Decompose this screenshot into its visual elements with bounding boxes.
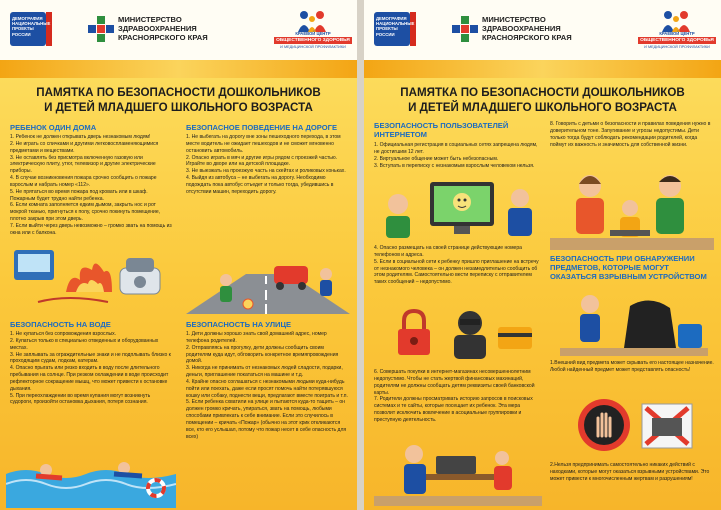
home-item: 2. Не играть со спичками и другими легковоспламеняющимися предметами и веществами.	[10, 140, 159, 154]
family-laptop-icon	[550, 164, 714, 250]
health-center-logo	[274, 10, 352, 54]
fire-safety-icon	[8, 232, 178, 312]
road-item: 1. Не выбегать на дорогу вне зоны пешеходного перехода, в этом месте водитель не ожидает пешеходов и не сможет мгновенно остановить автомобиль.	[186, 134, 341, 154]
header	[0, 0, 357, 60]
decorative-band	[0, 60, 357, 78]
street-item: 2. Отправляясь на прогулку, дети должны сообщить своим родителям куда идут, обговорить конкретное времяпровождения домой.	[186, 344, 339, 365]
street-section-text	[186, 331, 350, 508]
family-icon	[658, 10, 694, 32]
road-item: 2. Опасно играть в мяч и другие игры рядом с проезжей частью. Играйте во дворе или на детской площадке.	[186, 154, 338, 168]
np-line3: ПРОЕКТЫ	[376, 26, 398, 32]
hacker-icon	[374, 305, 542, 365]
water-item: 1. Не купаться без сопровождения взрослых.	[10, 331, 117, 337]
ministry-line3: КРАСНОЯРСКОГО КРАЯ	[482, 32, 572, 42]
road-item: 4. Выйдя из автобуса – не выбегать на дорогу. Необходимо подождать пока автобус отъедет и только тогда, убедившись в отсутствии машин, переходить дорогу.	[186, 175, 334, 195]
ministry-icon	[452, 16, 478, 42]
title-line1: ПАМЯТКА ПО БЕЗОПАСНОСТИ ДОШКОЛЬНИКОВ	[400, 86, 685, 99]
center-line2: ОБЩЕСТВЕННОГО ЗДОРОВЬЯ	[638, 37, 716, 44]
ministry-line3: КРАСНОЯРСКОГО КРАЯ	[118, 32, 208, 42]
water-item: 4. Опасно прыгать или резко входить в воду после длительного пребывания на солнце. При резком охлаждении в воде происходит рефлекторное сокращение мышц, что может привести к остановке дыхания.	[10, 365, 169, 392]
stranger-online-icon	[374, 178, 542, 242]
road-section-text	[186, 134, 350, 246]
internet-item: 1. Официальная регистрация в социальных сетях запрещена людям, не достигшим 12 лет.	[374, 142, 538, 155]
np-line4: РОССИИ	[12, 31, 31, 37]
street-item: 1. Дети должны хорошо знать свой домашний адрес, номер телефона родителей.	[186, 331, 327, 344]
home-item: 1. Ребенок не должен открывать дверь незнакомым людям!	[10, 134, 151, 140]
ministry-line2: ЗДРАВООХРАНЕНИЯ	[482, 23, 561, 33]
center-line2: ОБЩЕСТВЕННОГО ЗДОРОВЬЯ	[274, 37, 352, 44]
ministry-line1: МИНИСТЕРСТВО	[482, 15, 546, 24]
explosive-item-1: 1.Внешний вид предмета может скрывать его настоящее назначение. Любой найденный предмет может представлять опасность!	[550, 360, 714, 373]
parent-child-icon	[374, 434, 542, 506]
street-item: 3. Никогда не принимать от незнакомых людей сладости, подарки, деньги, приглашение покататься на машине и т.д.	[186, 365, 343, 379]
ministry-line1: МИНИСТЕРСТВО	[118, 15, 182, 24]
np-line2: НАЦИОНАЛЬНЫЕ	[376, 21, 415, 27]
internet-item: 4. Опасно размещать на своей странице действующие номера телефонов и адреса.	[374, 245, 522, 258]
water-illustration	[6, 448, 176, 508]
np-line4: РОССИИ	[376, 31, 395, 37]
road-scene-icon	[186, 244, 350, 316]
health-center-logo	[638, 10, 716, 54]
internet-item-8: 8. Говорить с детьми о безопасности и правилах поведения нужно в доверительном тоне. Запугивание и угрозы недопустимы. Дети только тогда будут соблюдать рекомендации родителей, когда поймут их важность и значимость для собственной жизни.	[550, 121, 711, 148]
home-section-title: РЕБЕНОК ОДИН ДОМА	[10, 123, 97, 132]
internet-section-title: БЕЗОПАСНОСТЬ ПОЛЬЗОВАТЕЛЕЙ ИНТЕРНЕТОМ	[374, 121, 509, 139]
fire-safety-illustration	[8, 232, 178, 312]
home-item: 4. В случае возникновения пожара срочно сообщить о пожаре взрослым и набрать номер «112».	[10, 175, 157, 188]
ministry-name	[118, 16, 268, 42]
stop-hand-icon	[574, 392, 700, 458]
hacker-illustration	[374, 305, 542, 365]
internet-item: 2. Виртуальное общение может быть небезопасным.	[374, 155, 499, 162]
internet-item: 5. Если в социальной сети к ребенку пришло приглашение на встречу от незнакомого человека – он должен незамедлительно сообщить об этом родителям. Самостоятельно вести переписку с отправителем таких сообщений – недопустимо.	[374, 258, 539, 286]
center-line3: И МЕДИЦИНСКОЙ ПРОФИЛАКТИКИ	[280, 45, 346, 49]
water-item: 3. Не заплывать за ограждительные знаки и не подплывать близко к проходящим судам, лодкам, катерам.	[10, 351, 171, 365]
water-item: 2. Купаться только в специально отведенных и оборудованных местах.	[10, 337, 159, 351]
explosive-item-2: 2.Нельзя предпринимать самостоятельно никаких действий с находками, которые могут оказаться взрывными устройствами. Это может привести к многочисленным жертвам и разрушениям!	[550, 462, 710, 482]
sheet-divider	[357, 0, 364, 510]
page-title	[20, 86, 337, 115]
road-illustration	[186, 244, 350, 316]
page-title	[384, 86, 701, 115]
road-section-title: БЕЗОПАСНОЕ ПОВЕДЕНИЕ НА ДОРОГЕ	[186, 123, 338, 132]
left-sheet	[0, 0, 357, 510]
water-section-title: БЕЗОПАСНОСТЬ НА ВОДЕ	[10, 320, 111, 329]
national-projects-logo	[374, 12, 444, 48]
ministry-icon	[88, 16, 114, 42]
national-projects-text	[12, 16, 56, 37]
np-line2: НАЦИОНАЛЬНЫЕ	[12, 21, 51, 27]
street-item: 5. Если ребенка схватили на улице и пытаются куда-то тащить – он должен громко кричать, упираться, звать на помощь, любыми способами привлекать к себе внимание. Если это случилось в помещении – кричать «Пожар» (обычно на этот крик откликаются все, кто его услышал, потому что пожар несет в себе опасность для всех)	[186, 399, 347, 440]
home-item: 5. Не прятаться во время пожара под кровать или в шкаф. Пожарным будет трудно найти ребенка.	[10, 188, 148, 202]
parent-child-illustration	[374, 434, 542, 506]
center-line1: КРАЕВОЙ ЦЕНТР	[295, 31, 331, 36]
internet-text-b	[374, 245, 542, 303]
suspicious-bag-icon	[560, 284, 708, 356]
internet-text-c	[374, 369, 542, 431]
internet-item: 6. Совершать покупки в интернет-магазинах несовершеннолетним недопустимо. Чтобы не стать жертвой финансовых махинаций, родителям не должны сообщать детям реквизиты своей банковской карты.	[374, 369, 535, 396]
suspicious-object-illustration	[560, 284, 708, 356]
street-item: 4. Крайне опасно соглашаться с незнакомыми людьми куда-нибудь пойти или поехать, даже если просят помочь найти потерявшуюся кошку или собаку, поднести вещи, предлагают вместе поиграть и т.п.	[186, 378, 348, 399]
decorative-band	[364, 60, 721, 78]
internet-text-a	[374, 142, 542, 174]
title-line2: И ДЕТЕЙ МЛАДШЕГО ШКОЛЬНОГО ВОЗРАСТА	[44, 100, 313, 114]
road-item: 3. Не выезжать на проезжую часть на скейтах и роликовых коньках.	[186, 168, 346, 175]
title-line1: ПАМЯТКА ПО БЕЗОПАСНОСТИ ДОШКОЛЬНИКОВ	[36, 86, 321, 99]
home-item: 7. Если выйти через дверь невозможно – громко звать на помощь из окна или с балкона.	[10, 222, 172, 236]
home-item: 3. Не оставлять без присмотра включенную газовую или электрическую плиту, утюг, телевизор и другие электрические приборы.	[10, 154, 156, 175]
ministry-line2: ЗДРАВООХРАНЕНИЯ	[118, 23, 197, 33]
water-section-text	[10, 331, 174, 449]
swimming-icon	[6, 448, 176, 508]
internet-item: 3. Вступать в переписку с незнакомым взрослым человеком нельзя.	[374, 162, 535, 169]
ministry-name	[482, 16, 632, 42]
center-line3: И МЕДИЦИНСКОЙ ПРОФИЛАКТИКИ	[644, 45, 710, 49]
water-item: 5. При переохлаждении во время купания могут возникнуть судороги, произойти остановка дыхания, потеря сознания.	[10, 392, 151, 406]
home-item: 6. Если комната заполняется едким дымом, закрыть нос и рот мокрой тканью, пригнуться к полу, срочно покинуть помещение, плотно закрыв при этом дверь.	[10, 202, 161, 223]
center-line1: КРАЕВОЙ ЦЕНТР	[659, 31, 695, 36]
family-illustration	[550, 164, 714, 250]
street-section-title: БЕЗОПАСНОСТЬ НА УЛИЦЕ	[186, 320, 292, 329]
national-projects-text	[376, 16, 420, 37]
np-line1: ДЕМОГРАФИЯ	[376, 16, 407, 21]
title-line2: И ДЕТЕЙ МЛАДШЕГО ШКОЛЬНОГО ВОЗРАСТА	[408, 100, 677, 114]
national-projects-logo	[10, 12, 80, 48]
explosive-section-title: БЕЗОПАСНОСТЬ ПРИ ОБНАРУЖЕНИИ ПРЕДМЕТОВ, КОТОРЫЕ МОГУТ ОКАЗАТЬСЯ ВЗРЫВНЫМ УСТРОЙСТВОМ	[550, 254, 707, 281]
np-line3: ПРОЕКТЫ	[12, 26, 34, 32]
right-sheet	[364, 0, 721, 510]
warning-sign-illustration	[574, 392, 700, 458]
header	[364, 0, 721, 60]
family-icon	[294, 10, 330, 32]
computer-illustration	[374, 178, 542, 242]
internet-item: 7. Родители должны просматривать историю запросов в поисковых системах и те сайты, которые посещает их ребенок. Эта мера позволит исключить вовлечение в асоциальные группировки и преступную деятельность.	[374, 396, 533, 423]
np-line1: ДЕМОГРАФИЯ	[12, 16, 43, 21]
